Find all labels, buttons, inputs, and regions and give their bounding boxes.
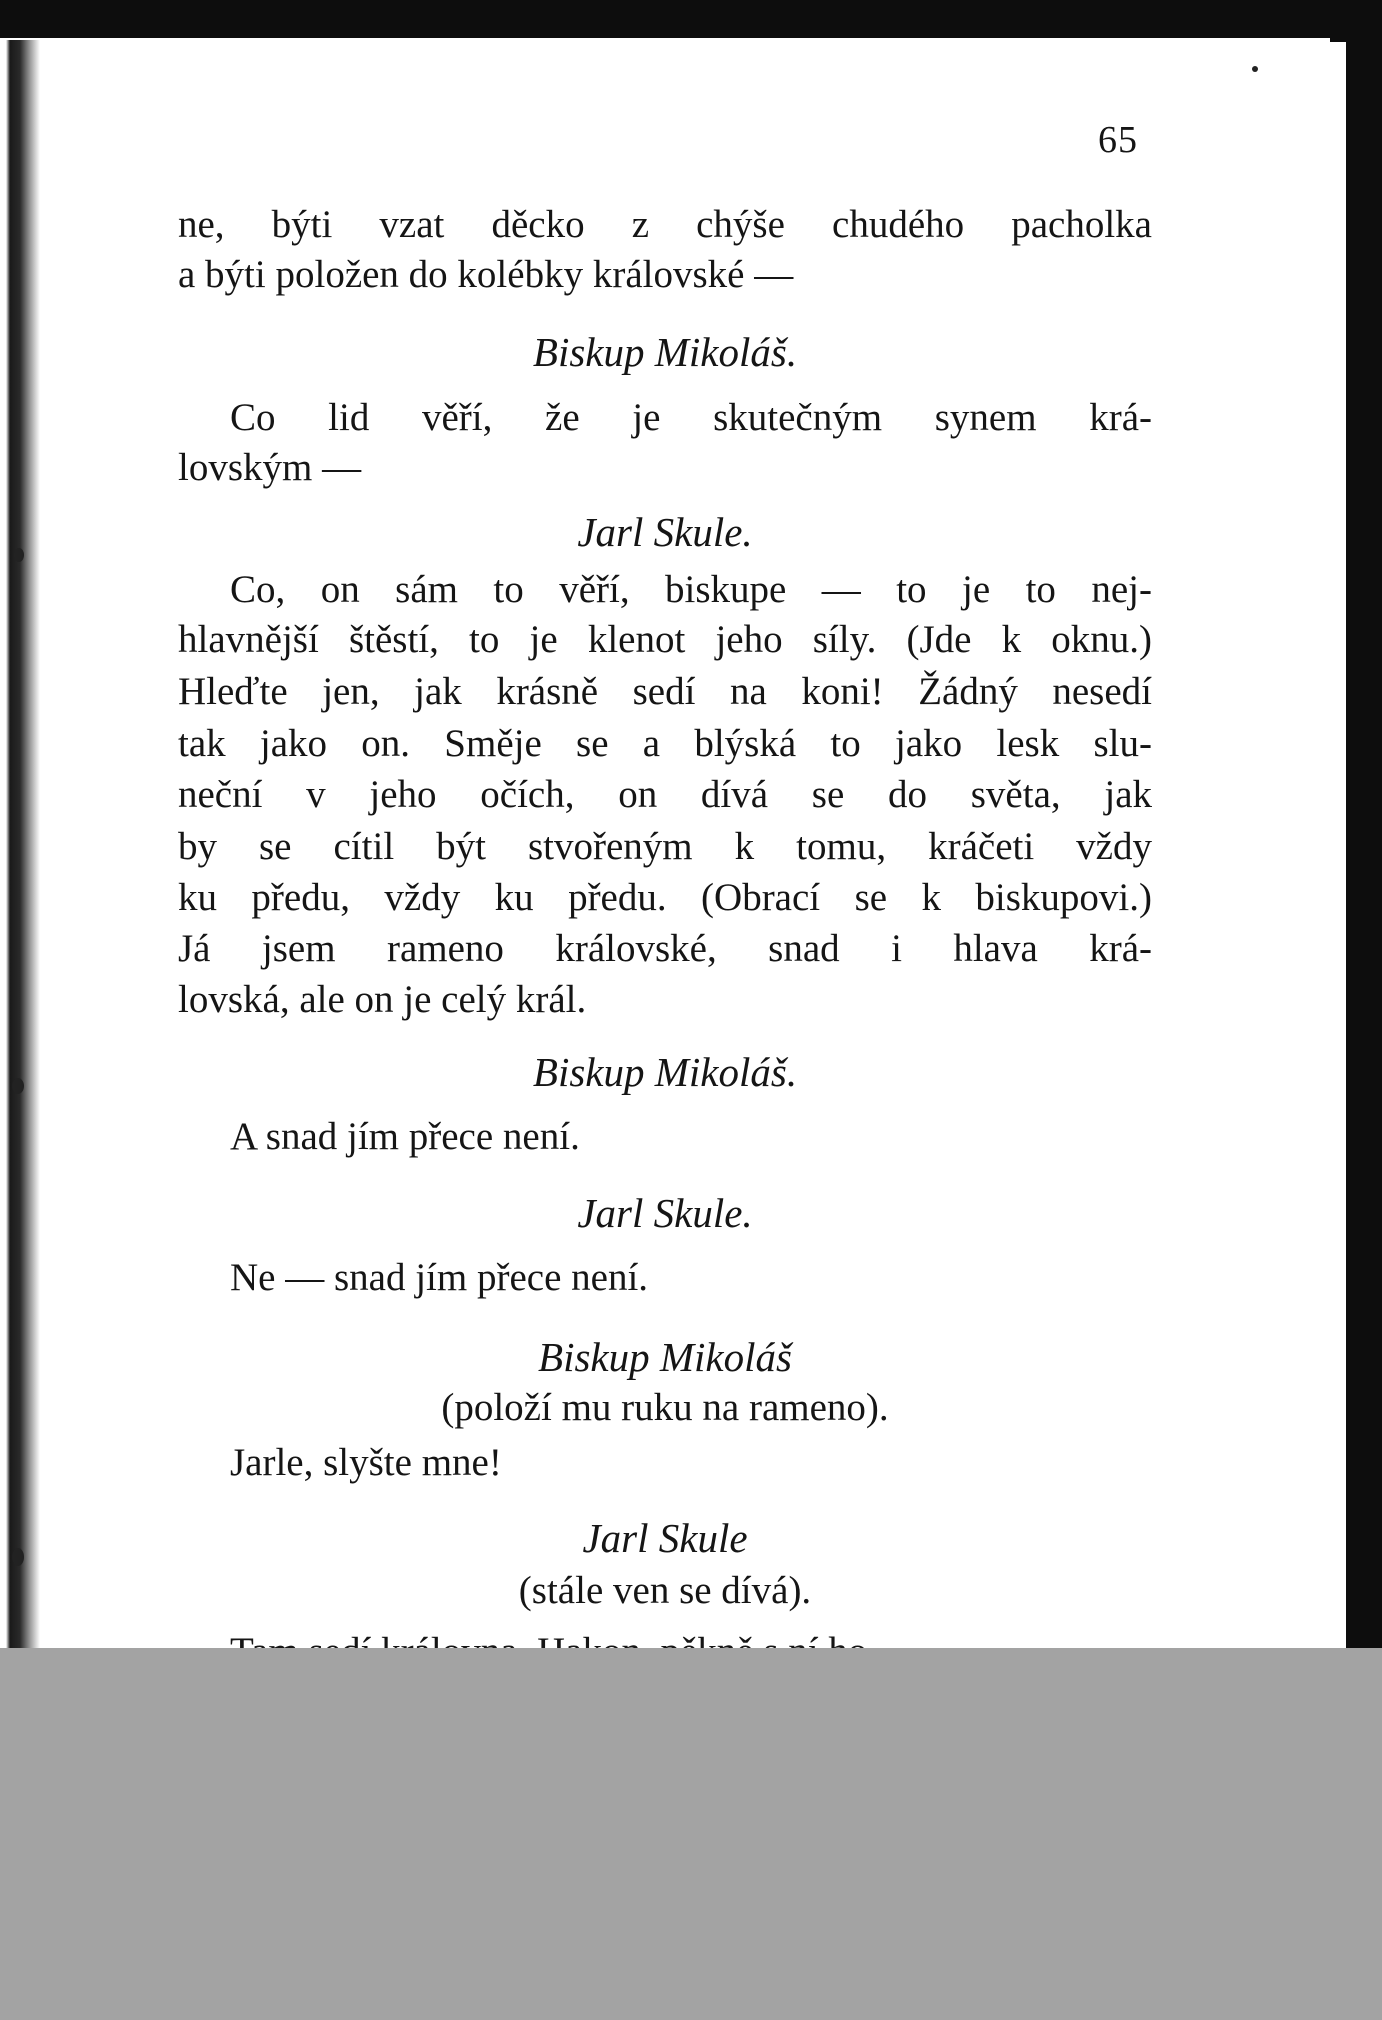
text-line: lovská, ale on je celý král. (178, 978, 587, 1021)
speaker-name: Biskup Mikoláš (538, 1334, 792, 1380)
text-line: neční v jeho očích, on dívá se do světa, jak (178, 773, 1152, 816)
speaker-name: Biskup Mikoláš. (532, 329, 798, 375)
text-line: ku předu, vždy ku předu. (Obrací se k biskupovi.) (178, 876, 1152, 919)
gray-overlay-band (0, 1648, 1382, 2020)
text-line: Co, on sám to věří, biskupe — to je to nej- (230, 568, 1152, 611)
text-line: Co lid věří, že je skutečným synem krá- (230, 396, 1152, 439)
speaker-name: Jarl Skule. (577, 509, 753, 555)
text-line: tak jako on. Směje se a blýská to jako lesk slu- (178, 722, 1152, 765)
page-number: 65 (1098, 119, 1138, 161)
clipped-line-container (0, 1620, 1382, 1648)
scan-top-border (0, 0, 1382, 42)
dust-speck (14, 548, 24, 562)
scan-right-border (1346, 0, 1382, 1648)
dust-speck (12, 1548, 24, 1566)
text-line: Jarle, slyšte mne! (230, 1441, 502, 1484)
text-line: Já jsem rameno královské, snad i hlava krá- (178, 927, 1152, 970)
stage-direction: (položí mu ruku na rameno). (441, 1386, 889, 1429)
scan-left-binding-shadow (0, 40, 40, 1650)
page-top-edge (0, 38, 1330, 60)
text-line: a býti položen do kolébky královské — (178, 253, 794, 296)
text-line: ne, býti vzat děcko z chýše chudého pacholka (178, 203, 1152, 246)
text-line: Hleďte jen, jak krásně sedí na koni! Žádný nesedí (178, 670, 1152, 713)
text-line: by se cítil být stvořeným k tomu, kráčeti vždy (178, 825, 1152, 868)
speaker-name: Jarl Skule. (577, 1190, 753, 1236)
text-line: lovským — (178, 446, 362, 489)
speaker-name: Jarl Skule (582, 1515, 748, 1561)
dust-speck (12, 1078, 24, 1094)
text-line: A snad jím přece není. (230, 1115, 580, 1158)
stage-direction: (stále ven se dívá). (518, 1569, 812, 1612)
dust-speck (1252, 66, 1258, 72)
speaker-name: Biskup Mikoláš. (532, 1049, 798, 1095)
text-line: hlavnější štěstí, to je klenot jeho síly. (Jde k oknu.) (178, 618, 1152, 661)
text-line: Ne — snad jím přece není. (230, 1256, 649, 1299)
